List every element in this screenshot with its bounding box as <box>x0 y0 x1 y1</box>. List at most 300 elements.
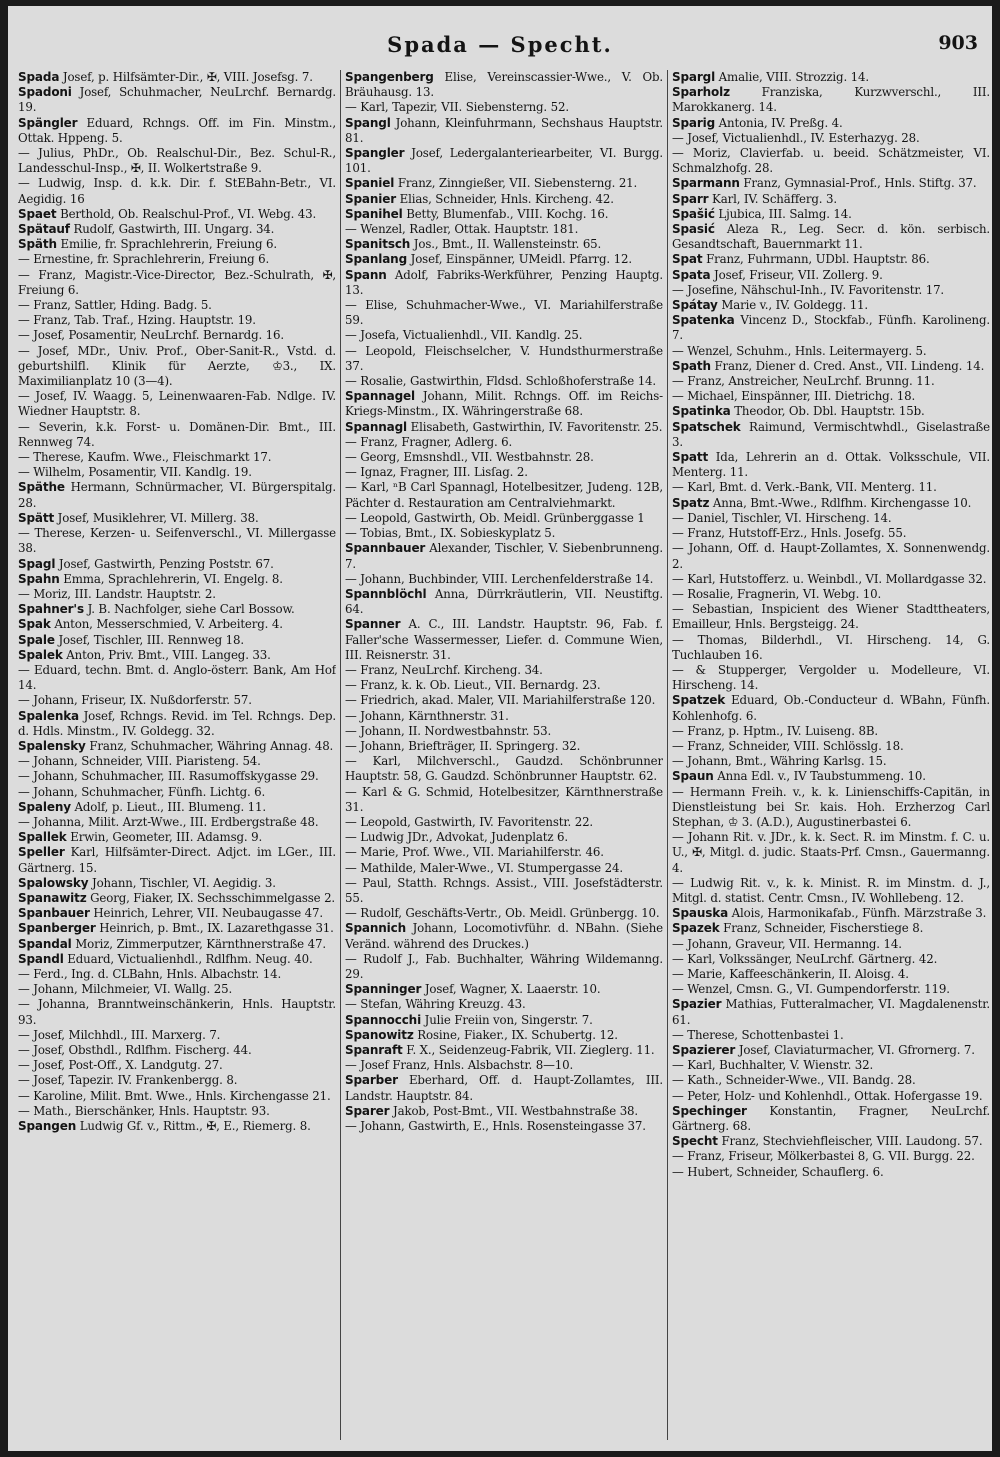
entry-details: — Johann, Schuhmacher, Fünfh. Lichtg. 6. <box>18 784 266 799</box>
entry-details: — Johann, Milchmeier, VI. Wallg. 25. <box>18 982 233 997</box>
entry-details: — Josef, Milchhdl., III. Marxerg. 7. <box>18 1027 221 1042</box>
directory-entry <box>672 739 990 754</box>
directory-entry <box>672 952 990 967</box>
directory-entry <box>345 298 663 328</box>
entry-details: Heinrich, Lehrer, VII. Neubaugasse 47. <box>93 906 323 921</box>
directory-entry <box>672 633 990 663</box>
entry-details: Jakob, Post-Bmt., VII. Westbahnstraße 38. <box>393 1103 639 1118</box>
entry-details: — Ferd., Ing. d. CLBahn, Hnls. Albachstr. 14. <box>18 966 282 981</box>
entry-surname: Spatzek <box>672 693 726 708</box>
entry-details: — Karoline, Milit. Bmt. Wwe., Hnls. Kirchengasse 21. <box>18 1088 331 1103</box>
entry-details: Eduard, Victualienhdl., Rdlfhm. Neug. 40. <box>67 951 313 966</box>
entry-surname: Spanninger <box>345 982 422 997</box>
entry-details: — Moriz, Clavierfab. u. beeid. Schätzmeister, VI. Schmalzhofg. 28. <box>672 146 990 176</box>
entry-details: — Franz, NeuLrchf. Kircheng. 34. <box>345 662 543 677</box>
entry-details: — Johann Rit. v. JDr., k. k. Sect. R. im Minstm. f. C. u. U., ✠, Mitgl. d. judic. Staats-Prf. Cmsn., Gauermanng. 4. <box>672 830 990 875</box>
directory-entry <box>672 207 990 222</box>
entry-details: — Ludwig JDr., Advokat, Judenplatz 6. <box>345 830 568 845</box>
directory-entry <box>345 876 663 906</box>
directory-entry <box>18 1119 336 1134</box>
directory-entry <box>18 465 336 480</box>
entry-details: Antonia, IV. Preßg. 4. <box>718 115 843 130</box>
directory-entry <box>345 815 663 830</box>
entry-surname: Spätauf <box>18 222 70 237</box>
directory-entry <box>672 374 990 389</box>
entry-details: Franz, Diener d. Cred. Anst., VII. Lindeng. 14. <box>714 358 985 373</box>
entry-details: — Johann, Schneider, VIII. Piaristeng. 54. <box>18 754 261 769</box>
entry-details: — Josef, MDr., Univ. Prof., Ober-Sanit-R., Vstd. d. geburtshilfl. Klinik für Aerzte, ♔3., IX. Maximilianplatz 10 (3—4). <box>18 343 336 389</box>
directory-entry <box>18 845 336 875</box>
entry-surname: Spaniel <box>345 176 395 191</box>
directory-entry <box>345 207 663 222</box>
entry-details: — Therese, Kaufm. Wwe., Fleischmarkt 17. <box>18 450 272 465</box>
entry-details: Franz, Schuhmacher, Währing Annag. 48. <box>89 738 334 753</box>
directory-entry <box>345 921 663 951</box>
directory-entry <box>345 374 663 389</box>
directory-entry <box>345 785 663 815</box>
entry-surname: Spauska <box>672 906 729 921</box>
directory-entry <box>345 541 663 571</box>
column-1 <box>18 70 336 1440</box>
directory-entry <box>345 420 663 435</box>
entry-details: Josef, Friseur, VII. Zollerg. 9. <box>714 267 883 282</box>
entry-details: — Ernestine, fr. Sprachlehrerin, Freiung 6. <box>18 252 270 267</box>
directory-columns <box>18 70 990 1440</box>
entry-surname: Spandal <box>18 936 72 951</box>
entry-details: — Marie, Kaffeeschänkerin, II. Aloisg. 4. <box>672 966 909 981</box>
entry-details: — Josef, Posamentir, NeuLrchf. Bernardg. 16. <box>18 328 284 343</box>
directory-entry <box>672 937 990 952</box>
entry-details: — Franz, k. k. Ob. Lieut., VII. Bernardg. 23. <box>345 678 601 693</box>
directory-entry <box>672 511 990 526</box>
entry-details: Anton, Priv. Bmt., VIII. Langeg. 33. <box>66 647 271 662</box>
directory-entry <box>345 328 663 343</box>
entry-details: Erwin, Geometer, III. Adamsg. 9. <box>70 830 263 845</box>
entry-details: Josef, Schuhmacher, NeuLrchf. Bernardg. 19. <box>18 85 336 115</box>
directory-entry <box>345 572 663 587</box>
entry-surname: Spanlang <box>345 252 408 267</box>
directory-entry <box>18 389 336 419</box>
directory-entry <box>672 1134 990 1149</box>
entry-surname: Spangenberg <box>345 70 434 84</box>
entry-details: Julie Freiin von, Singerstr. 7. <box>424 1012 593 1027</box>
column-2 <box>340 70 663 1440</box>
entry-surname: Spagl <box>18 556 56 571</box>
directory-entry <box>18 785 336 800</box>
directory-entry <box>345 1058 663 1073</box>
entry-details: — Josefine, Nähschul-Inh., IV. Favoritenstr. 17. <box>672 282 945 297</box>
entry-details: — Leopold, Gastwirth, IV. Favoritenstr. 22. <box>345 814 594 829</box>
entry-details: — Wenzel, Cmsn. G., VI. Gumpendorferstr. 119. <box>672 982 950 997</box>
directory-entry <box>345 100 663 115</box>
entry-details: Franz, Stechviehfleischer, VIII. Laudong. 57. <box>721 1134 983 1149</box>
directory-entry <box>672 298 990 313</box>
entry-surname: Spatz <box>672 495 710 510</box>
entry-details: Johann, Kleinfuhrmann, Sechshaus Hauptstr. 81. <box>345 115 663 145</box>
directory-entry <box>672 176 990 191</box>
entry-surname: Spandl <box>18 951 64 966</box>
directory-entry <box>345 450 663 465</box>
directory-entry <box>672 1043 990 1058</box>
entry-details: J. B. Nachfolger, siehe Carl Bossow. <box>87 602 295 617</box>
entry-details: Josef, Einspänner, UMeidl. Pfarrg. 12. <box>410 252 632 267</box>
directory-entry <box>18 557 336 572</box>
entry-details: Karl, IV. Schäfferg. 3. <box>712 191 837 206</box>
entry-details: — Daniel, Tischler, VI. Hirscheng. 14. <box>672 510 892 525</box>
directory-entry <box>672 724 990 739</box>
directory-entry <box>672 1089 990 1104</box>
directory-entry <box>345 861 663 876</box>
entry-details: A. C., III. Landstr. Hauptstr. 96, Fab. f. Faller'sche Wassermesser, Liefer. d. Commune Wien, III. Reisnerstr. 31. <box>345 617 663 662</box>
entry-details: Franz, Schneider, Fischerstiege 8. <box>723 921 924 936</box>
entry-surname: Spatschek <box>672 419 741 434</box>
directory-entry <box>672 1058 990 1073</box>
entry-details: — Michael, Einspänner, III. Dietrichg. 18. <box>672 389 916 404</box>
entry-details: Eduard, Ob.-Conducteur d. WBahn, Fünfh. Kohlenhofg. 6. <box>672 693 990 723</box>
entry-surname: Spannagel <box>345 389 416 404</box>
directory-entry <box>672 359 990 374</box>
directory-entry <box>18 526 336 556</box>
directory-entry <box>672 830 990 876</box>
directory-entry <box>18 891 336 906</box>
entry-details: — Franz, Hutstoff-Erz., Hnls. Josefg. 55. <box>672 526 907 541</box>
entry-details: — Stefan, Währing Kreuzg. 43. <box>345 997 526 1012</box>
entry-details: — Sebastian, Inspicient des Wiener Stadttheaters, Emailleur, Hnls. Bergsteigg. 24. <box>672 602 990 632</box>
directory-entry <box>672 967 990 982</box>
entry-details: Josef, Wagner, X. Laaerstr. 10. <box>424 982 601 997</box>
entry-surname: Spechinger <box>672 1103 747 1118</box>
directory-entry <box>18 328 336 343</box>
entry-surname: Spazek <box>672 921 720 936</box>
entry-details: Georg, Fiaker, IX. Sechsschimmelgasse 2. <box>90 890 336 905</box>
directory-entry <box>672 146 990 176</box>
directory-entry <box>345 1028 663 1043</box>
directory-entry <box>345 465 663 480</box>
entry-details: — Johann, Gastwirth, E., Hnls. Rosensteingasse 37. <box>345 1119 646 1134</box>
entry-details: Vincenz D., Stockfab., Fünfh. Karolineng. 7. <box>672 313 990 343</box>
entry-details: — Johann, Off. d. Haupt-Zollamtes, X. Sonnenwendg. 2. <box>672 541 990 571</box>
entry-surname: Spalensky <box>18 738 86 753</box>
directory-entry <box>672 268 990 283</box>
entry-details: Josef, Ledergalanteriearbeiter, VI. Burgg. 101. <box>345 146 663 176</box>
entry-details: — Josef, Victualienhdl., IV. Esterhazyg. 28. <box>672 130 920 145</box>
entry-details: — Thomas, Bilderhdl., VI. Hirscheng. 14, G. Tuchlauben 16. <box>672 632 990 662</box>
entry-surname: Spanawitz <box>18 890 87 905</box>
directory-entry <box>345 268 663 298</box>
entry-details: — Johann, Schuhmacher, III. Rasumoffskygasse 29. <box>18 769 319 784</box>
entry-surname: Spahner's <box>18 602 84 617</box>
entry-surname: Spallek <box>18 830 67 845</box>
directory-entry <box>18 1043 336 1058</box>
entry-details: Emma, Sprachlehrerin, VI. Engelg. 8. <box>63 571 283 586</box>
entry-details: Berthold, Ob. Realschul-Prof., VI. Webg. 43. <box>60 206 317 221</box>
entry-details: — Paul, Statth. Rchngs. Assist., VIII. Josefstädterstr. 55. <box>345 875 663 905</box>
entry-surname: Spangl <box>345 115 391 130</box>
directory-entry <box>345 724 663 739</box>
entry-surname: Späth <box>18 237 57 252</box>
directory-entry <box>672 602 990 632</box>
directory-entry <box>672 450 990 480</box>
entry-details: — Franz, p. Hptm., IV. Luiseng. 8B. <box>672 723 878 738</box>
entry-details: — Josef, Tapezir. IV. Frankenbergg. 8. <box>18 1073 238 1088</box>
entry-details: Konstantin, Fragner, NeuLrchf. Gärtnerg. 68. <box>672 1103 990 1134</box>
directory-entry <box>345 1043 663 1058</box>
entry-surname: Specht <box>672 1134 718 1149</box>
entry-surname: Spannich <box>345 921 406 936</box>
directory-entry <box>18 572 336 587</box>
entry-details: Jos., Bmt., II. Wallensteinstr. 65. <box>413 237 602 252</box>
directory-entry <box>672 283 990 298</box>
directory-entry <box>345 116 663 146</box>
entry-surname: Spaleny <box>18 799 71 814</box>
entry-details: — Peter, Holz- und Kohlenhdl., Ottak. Hofergasse 19. <box>672 1088 983 1103</box>
directory-entry <box>18 252 336 267</box>
entry-details: — Ludwig Rit. v., k. k. Minist. R. im Minstm. d. J., Mitgl. d. statist. Centr. Cmsn., IV. Wohllebeng. 12. <box>672 875 990 905</box>
entry-details: Theodor, Ob. Dbl. Hauptstr. 15b. <box>734 404 925 419</box>
entry-surname: Spanihel <box>345 206 403 221</box>
entry-details: — Johanna, Milit. Arzt-Wwe., III. Erdbergstraße 48. <box>18 814 319 829</box>
directory-entry <box>345 663 663 678</box>
directory-entry <box>672 389 990 404</box>
entry-details: — Leopold, Gastwirth, Ob. Meidl. Grünberggasse 1 <box>345 510 645 525</box>
directory-entry <box>18 587 336 602</box>
entry-details: — Josef, Post-Off., X. Landgutg. 27. <box>18 1058 223 1073</box>
entry-surname: Spanner <box>345 617 401 632</box>
entry-surname: Spat <box>672 252 703 267</box>
entry-details: Ida, Lehrerin an d. Ottak. Volksschule, VII. Menterg. 11. <box>672 450 990 480</box>
entry-details: — Josef, Obsthdl., Rdlfhm. Fischerg. 44. <box>18 1043 252 1057</box>
entry-surname: Spargl <box>672 70 716 84</box>
entry-details: — Tobias, Bmt., IX. Sobieskyplatz 5. <box>345 526 556 541</box>
directory-entry <box>672 663 990 693</box>
directory-entry <box>18 997 336 1027</box>
directory-entry <box>672 769 990 784</box>
entry-details: — Franz, Tab. Traf., Hzing. Hauptstr. 19. <box>18 313 256 328</box>
directory-entry <box>672 1149 990 1164</box>
entry-details: Betty, Blumenfab., VIII. Kochg. 16. <box>406 206 609 221</box>
entry-surname: Spanowitz <box>345 1027 414 1042</box>
entry-details: — Hermann Freih. v., k. k. Linienschiffs-Capitän, in Dienstleistung bei Sr. kais. Hoh. Erzherzog Carl Stephan, ♔ 3. (A.D.), Augustinerbastei 6. <box>672 784 990 829</box>
entry-details: Anton, Messerschmied, V. Arbeiterg. 4. <box>54 617 283 632</box>
directory-entry <box>345 1013 663 1028</box>
directory-entry <box>345 70 663 100</box>
directory-entry <box>345 830 663 845</box>
entry-surname: Spannagl <box>345 419 408 434</box>
entry-details: — Therese, Kerzen- u. Seifenverschl., VI. Millergasse 38. <box>18 526 336 556</box>
entry-details: — Wenzel, Schuhm., Hnls. Leitermayerg. 5. <box>672 343 927 358</box>
entry-surname: Sparmann <box>672 176 740 191</box>
directory-entry <box>18 1028 336 1043</box>
entry-details: Anna Edl. v., IV Taubstummeng. 10. <box>717 769 926 784</box>
entry-details: Josef, Claviaturmacher, VI. Gfrornerg. 7. <box>738 1043 975 1057</box>
entry-details: Elisabeth, Gastwirthin, IV. Favoritenstr. 25. <box>410 419 663 434</box>
directory-entry <box>345 952 663 982</box>
directory-entry <box>672 572 990 587</box>
directory-entry <box>345 176 663 191</box>
entry-details: — Johanna, Branntweinschänkerin, Hnls. Hauptstr. 93. <box>18 997 336 1027</box>
entry-details: — Franz, Friseur, Mölkerbastei 8, G. VII. Burgg. 22. <box>672 1149 975 1164</box>
entry-surname: Spahn <box>18 571 60 586</box>
directory-entry <box>345 739 663 754</box>
directory-entry <box>672 252 990 267</box>
entry-details: — Johann, Bmt., Währing Karlsg. 15. <box>672 754 887 769</box>
entry-surname: Spannblöchl <box>345 586 427 601</box>
entry-surname: Spannocchi <box>345 1012 422 1027</box>
entry-details: Moriz, Zimmerputzer, Kärnthnerstraße 47. <box>75 936 326 951</box>
entry-surname: Spatenka <box>672 313 735 328</box>
entry-details: — Leopold, Fleischselcher, V. Hundsthurmerstraße 37. <box>345 343 663 373</box>
directory-entry <box>18 1104 336 1119</box>
entry-surname: Spangler <box>345 146 405 161</box>
entry-details: Adolf, p. Lieut., III. Blumeng. 11. <box>74 799 266 814</box>
entry-details: — Marie, Prof. Wwe., VII. Mariahilferstr. 46. <box>345 845 604 860</box>
directory-entry <box>18 207 336 222</box>
directory-entry <box>672 587 990 602</box>
directory-entry <box>18 268 336 298</box>
directory-entry <box>345 344 663 374</box>
directory-entry <box>345 192 663 207</box>
entry-details: Josef, Gastwirth, Penzing Poststr. 67. <box>58 556 274 571</box>
directory-entry <box>672 906 990 921</box>
directory-entry <box>345 222 663 237</box>
entry-details: — Eduard, techn. Bmt. d. Anglo-österr. Bank, Am Hof 14. <box>18 662 336 693</box>
entry-details: Josef, p. Hilfsämter-Dir., ✠, VIII. Josefsg. 7. <box>62 70 313 84</box>
entry-details: — Karl, Hutstofferz. u. Weinbdl., VI. Mollardgasse 32. <box>672 571 987 586</box>
directory-entry <box>345 906 663 921</box>
directory-entry <box>345 587 663 617</box>
entry-details: — Josefa, Victualienhdl., VII. Kandlg. 25. <box>345 328 583 343</box>
entry-details: Rudolf, Gastwirth, III. Ungarg. 34. <box>73 222 275 237</box>
directory-entry <box>18 830 336 845</box>
directory-entry <box>345 997 663 1012</box>
entry-surname: Spatinka <box>672 404 731 419</box>
entry-details: — Wilhelm, Posamentir, VII. Kandlg. 19. <box>18 465 252 480</box>
entry-surname: Spann <box>345 267 387 282</box>
entry-surname: Spale <box>18 632 55 647</box>
directory-entry <box>672 997 990 1027</box>
entry-details: — Franz, Anstreicher, NeuLrchf. Brunng. 11. <box>672 374 935 389</box>
directory-entry <box>672 131 990 146</box>
directory-entry <box>345 693 663 708</box>
entry-surname: Spatt <box>672 450 709 465</box>
directory-entry <box>18 70 336 85</box>
entry-details: — Johann, Graveur, VII. Hermanng. 14. <box>672 936 902 951</box>
directory-entry <box>18 709 336 739</box>
directory-entry <box>18 937 336 952</box>
entry-details: — Moriz, III. Landstr. Hauptstr. 2. <box>18 586 216 601</box>
entry-details: — Johann, II. Nordwestbahnstr. 53. <box>345 723 552 738</box>
entry-surname: Spata <box>672 267 711 282</box>
entry-surname: Spada <box>18 70 60 84</box>
directory-entry <box>18 176 336 206</box>
entry-details: Johann, Tischler, VI. Aegidig. 3. <box>91 875 276 890</box>
directory-entry <box>672 496 990 511</box>
entry-surname: Sparr <box>672 191 709 206</box>
directory-entry <box>18 633 336 648</box>
entry-surname: Spátay <box>672 298 718 313</box>
entry-details: — Karl & G. Schmid, Hotelbesitzer, Kärnthnerstraße 31. <box>345 784 663 814</box>
entry-surname: Spanraft <box>345 1043 403 1057</box>
directory-entry <box>345 389 663 419</box>
directory-entry <box>18 146 336 176</box>
entry-surname: Spanbauer <box>18 906 90 921</box>
entry-surname: Spanitsch <box>345 237 411 252</box>
entry-details: — Franz, Schneider, VIII. Schlösslg. 18. <box>672 738 904 753</box>
directory-entry <box>672 921 990 936</box>
entry-details: — Georg, Emsnshdl., VII. Westbahnstr. 28. <box>345 450 594 465</box>
directory-entry <box>18 876 336 891</box>
entry-details: — Rosalie, Gastwirthin, Fldsd. Schloßhoferstraße 14. <box>345 374 656 389</box>
entry-surname: Spalenka <box>18 708 80 723</box>
entry-details: Karl, Hilfsämter-Direct. Adjct. im LGer., III. Gärtnerg. 15. <box>18 845 336 875</box>
entry-details: — Johann, Friseur, IX. Nußdorferstr. 57. <box>18 693 252 708</box>
entry-details: — Karl, Bmt. d. Verk.-Bank, VII. Menterg. 11. <box>672 480 937 495</box>
entry-details: — Karl, ⁿB Carl Spannagl, Hotelbesitzer, Judeng. 12B, Pächter d. Restauration am Centralviehmarkt. <box>345 480 663 510</box>
entry-details: — Franz, Fragner, Adlerg. 6. <box>345 434 513 449</box>
entry-surname: Spalowsky <box>18 875 89 890</box>
directory-entry <box>18 1089 336 1104</box>
entry-details: — Karl, Milchverschl., Gaudzd. Schönbrunner Hauptstr. 58, G. Gaudzd. Schönbrunner Hauptstr. 62. <box>345 754 663 784</box>
directory-entry <box>18 967 336 982</box>
directory-entry <box>672 876 990 906</box>
entry-details: — Josef Franz, Hnls. Alsbachstr. 8—10. <box>345 1058 574 1073</box>
entry-surname: Spath <box>672 358 711 373</box>
directory-entry <box>672 192 990 207</box>
entry-surname: Spangen <box>18 1119 77 1134</box>
entry-details: — Karl, Tapezir, VII. Siebensterng. 52. <box>345 100 569 115</box>
entry-surname: Spadoni <box>18 85 72 100</box>
directory-entry <box>672 222 990 252</box>
entry-details: Ljubica, III. Salmg. 14. <box>718 206 852 221</box>
directory-page <box>8 6 992 1451</box>
entry-details: — Johann, Briefträger, II. Springerg. 32. <box>345 738 581 753</box>
entry-surname: Spašić <box>672 206 715 221</box>
directory-entry <box>18 815 336 830</box>
entry-details: — Rudolf J., Fab. Buchhalter, Währing Wildemanng. 29. <box>345 951 663 981</box>
page-title: Spada — Specht. <box>387 32 613 57</box>
directory-entry <box>672 420 990 450</box>
entry-details: — Ludwig, Insp. d. k.k. Dir. f. StEBahn-Betr., VI. Aegidig. 16 <box>18 176 336 206</box>
entry-details: Franz, Gymnasial-Prof., Hnls. Stiftg. 37. <box>743 176 977 191</box>
directory-entry <box>18 1058 336 1073</box>
entry-details: — Hubert, Schneider, Schauflerg. 6. <box>672 1164 884 1179</box>
directory-entry <box>345 678 663 693</box>
entry-details: — Karl, Volkssänger, NeuLrchf. Gärtnerg. 42. <box>672 951 938 966</box>
directory-entry <box>18 511 336 526</box>
entry-details: — Severin, k.k. Forst- u. Domänen-Dir. Bmt., III. Rennweg 74. <box>18 419 336 449</box>
directory-entry <box>672 541 990 571</box>
directory-entry <box>672 313 990 343</box>
entry-surname: Spaun <box>672 769 714 784</box>
directory-entry <box>345 1119 663 1134</box>
directory-entry <box>345 252 663 267</box>
entry-details: Heinrich, p. Bmt., IX. Lazarethgasse 31. <box>99 921 334 936</box>
entry-surname: Spalek <box>18 647 63 662</box>
entry-details: Alexander, Tischler, V. Siebenbrunneng. 7. <box>345 541 663 571</box>
entry-surname: Spasić <box>672 222 715 237</box>
entry-details: Anna, Bmt.-Wwe., Rdlfhm. Kirchengasse 10. <box>712 495 972 510</box>
directory-entry <box>18 344 336 390</box>
entry-details: Franziska, Kurzwverschl., III. Marokkanerg. 14. <box>672 85 990 115</box>
directory-entry <box>18 313 336 328</box>
entry-details: — Rosalie, Fragnerin, VI. Webg. 10. <box>672 586 882 601</box>
directory-entry <box>18 800 336 815</box>
entry-details: Josef, Rchngs. Revid. im Tel. Rchngs. Dep. d. Hdls. Minstm., IV. Goldegg. 32. <box>18 708 336 738</box>
directory-entry <box>345 480 663 510</box>
directory-entry <box>345 845 663 860</box>
directory-entry <box>18 952 336 967</box>
directory-entry <box>18 450 336 465</box>
